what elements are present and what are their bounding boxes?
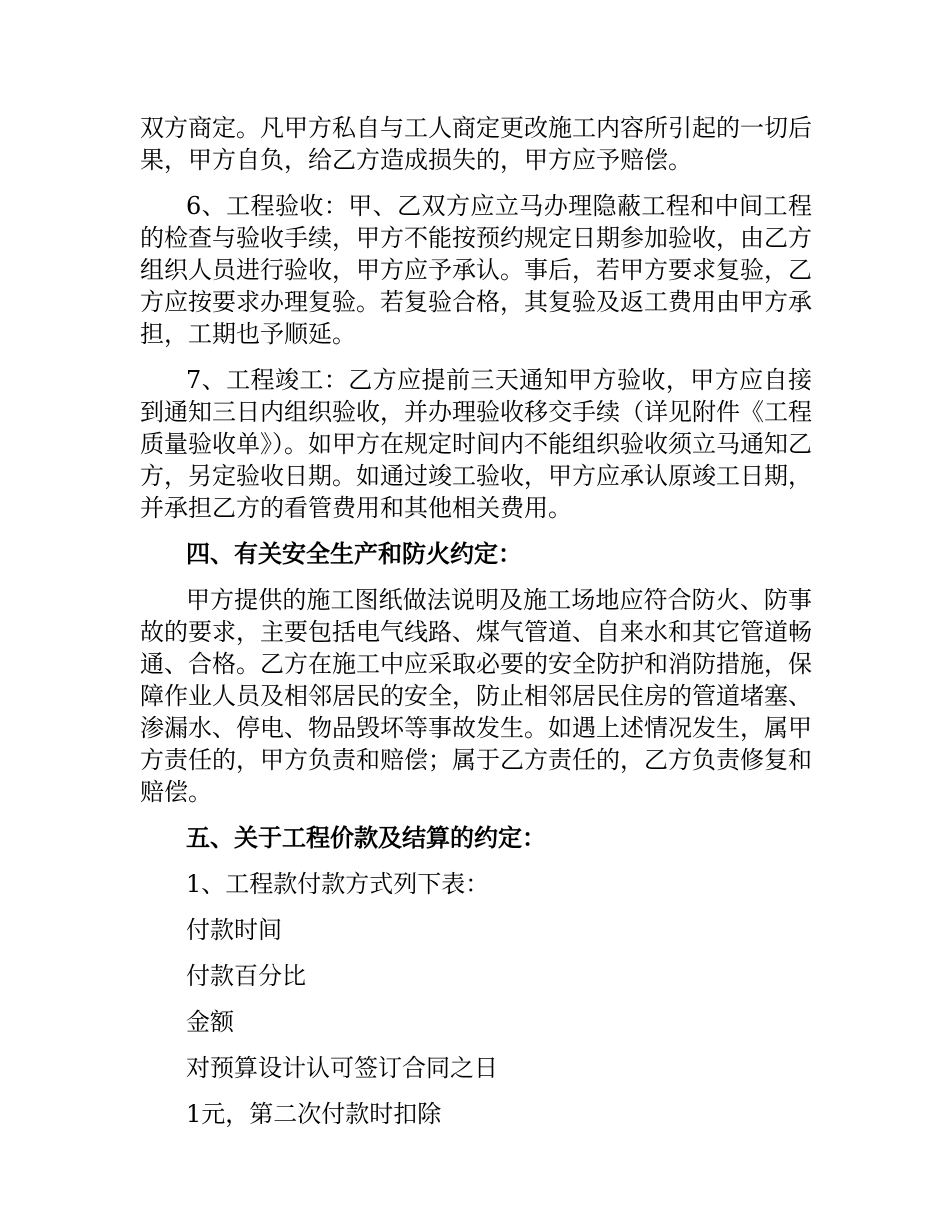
table-cell-first-payment: 1元，第二次付款时扣除 (186, 1100, 442, 1128)
table-cell-contract-date: 对预算设计认可签订合同之日 (186, 1054, 498, 1082)
paragraph-acceptance: 6、工程验收：甲、乙双方应立马办理隐蔽工程和中间工程的检查与验收手续，甲方不能按预约规定日期参加验收，由乙方组织人员进行验收，甲方应予承认。事后，若甲方要求复验，乙方应按要求办理复验。若复验合格，其复验及返工费用由甲方承担，工期也予顺延。 (140, 192, 812, 348)
table-cell-payment-time: 付款时间 (186, 916, 282, 944)
document-page (140, 112, 812, 1144)
section-heading-payment: 五、关于工程价款及结算的约定： (186, 823, 546, 852)
table-cell-amount: 金额 (186, 1008, 234, 1036)
section-heading-safety: 四、有关安全生产和防火约定： (186, 539, 522, 568)
paragraph-completion: 7、工程竣工：乙方应提前三天通知甲方验收，甲方应自接到通知三日内组织验收，并办理验收移交手续（详见附件《工程质量验收单》）。如甲方在规定时间内不能组织验收须立马通知乙方，另定验收日期。如通过竣工验收，甲方应承认原竣工日期，并承担乙方的看管费用和其他相关费用。 (140, 366, 812, 522)
paragraph-safety: 甲方提供的施工图纸做法说明及施工场地应符合防火、防事故的要求，主要包括电气线路、煤气管道、自来水和其它管道畅通、合格。乙方在施工中应采取必要的安全防护和消防措施，保障作业人员及相邻居民的安全，防止相邻居民住房的管道堵塞、渗漏水、停电、物品毁坏等事故发生。如遇上述情况发生，属甲方责任的，甲方负责和赔偿；属于乙方责任的，乙方负责修复和赔偿。 (140, 586, 812, 806)
paragraph-continuation: 双方商定。凡甲方私自与工人商定更改施工内容所引起的一切后果，甲方自负，给乙方造成损失的，甲方应予赔偿。 (140, 114, 812, 174)
table-cell-payment-percent: 付款百分比 (186, 962, 306, 990)
payment-method-line: 1、工程款付款方式列下表： (186, 870, 490, 898)
